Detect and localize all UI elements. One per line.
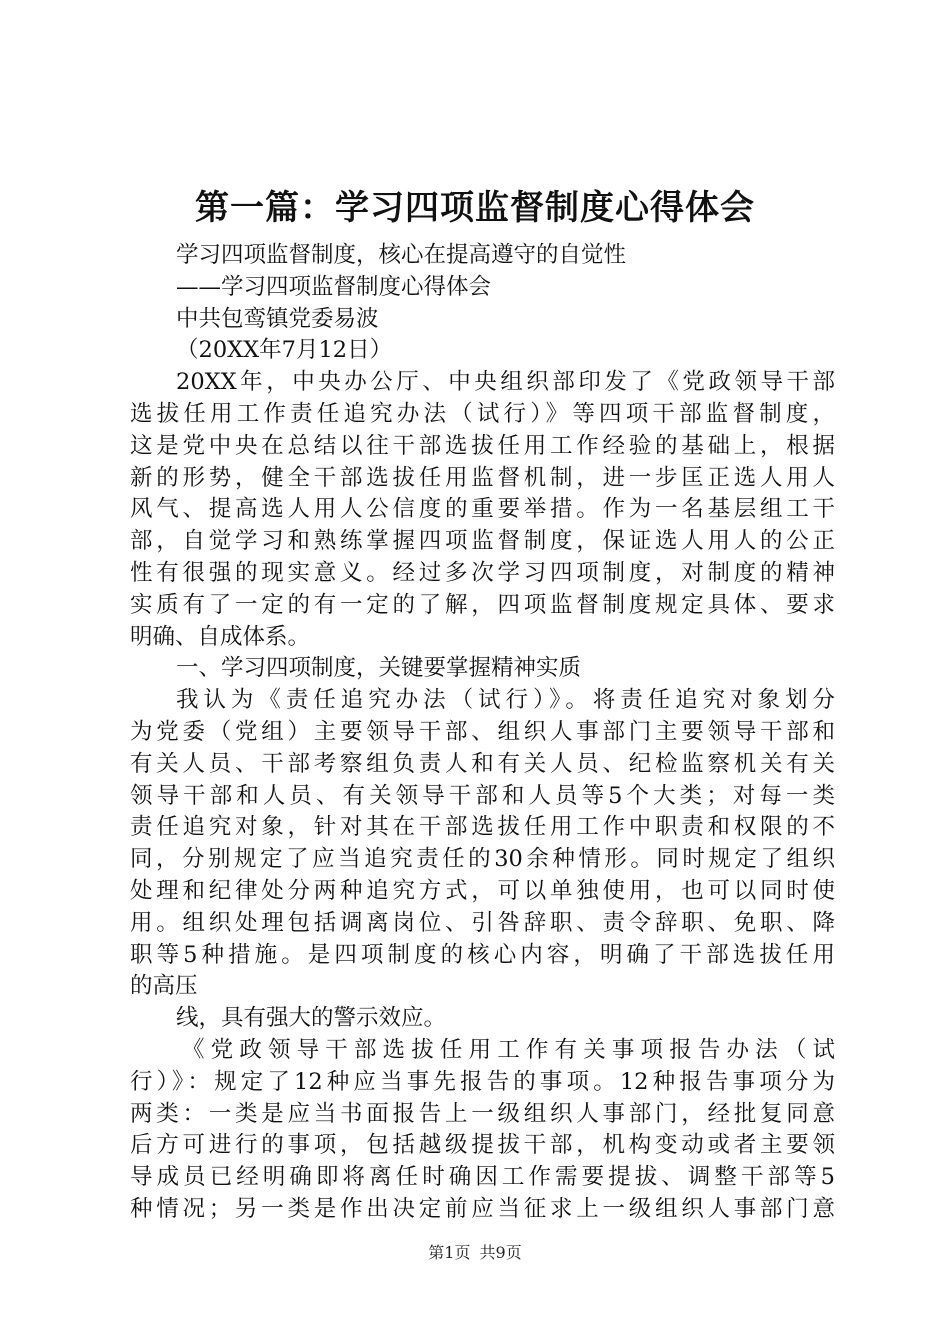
paragraph-line: 为党委（党组）主要领导干部、组织人事部门主要领导干部和 [130, 718, 835, 745]
paragraph-line: 有关人员、干部考察组负责人和有关人员、纪检监察机关有关 [130, 750, 835, 777]
page-total: 共9页 [479, 1243, 522, 1262]
paragraph-line: 用。组织处理包括调离岗位、引咎辞职、责令辞职、免职、降 [130, 909, 835, 936]
paragraph-line: 职等5种措施。是四项制度的核心内容，明确了干部选拔任用 [130, 941, 835, 968]
paragraph-line: 20XX年，中央办公厅、中央组织部印发了《党政领导干部 [176, 369, 835, 396]
paragraph-line: 的高压 [130, 973, 198, 1000]
paragraph-line: 线，具有强大的警示效应。 [176, 1005, 447, 1032]
paragraph-line: 选拔任用工作责任追究办法（试行）》等四项干部监督制度， [130, 400, 835, 427]
paragraph-line: 我认为《责任追究办法（试行）》。将责任追究对象划分 [176, 687, 835, 714]
page-number: 第1页 [428, 1243, 471, 1262]
section-heading: 一、学习四项制度，关键要掌握精神实质 [176, 655, 582, 682]
paragraph-line: 实质有了一定的有一定的了解，四项监督制度规定具体、要求 [130, 591, 835, 618]
document-body [130, 240, 835, 1226]
paragraph-line: 处理和纪律处分两种追究方式，可以单独使用，也可以同时使 [130, 877, 835, 904]
subtitle-line: ——学习四项监督制度心得体会 [176, 273, 492, 300]
author-line: 中共包鸾镇党委易波 [176, 305, 379, 332]
paragraph-line: 同，分别规定了应当追究责任的30余种情形。同时规定了组织 [130, 846, 835, 873]
paragraph-line: 两类：一类是应当书面报告上一级组织人事部门，经批复同意 [130, 1100, 835, 1127]
paragraph-line: 领导干部和人员、有关领导干部和人员等5个大类；对每一类 [130, 782, 835, 809]
paragraph-line: 风气、提高选人用人公信度的重要举措。作为一名基层组工干 [130, 496, 835, 523]
subtitle-line: 学习四项监督制度，核心在提高遵守的自觉性 [176, 242, 627, 268]
paragraph-line: 明确、自成体系。 [130, 623, 311, 650]
paragraph-line: 行）》：规定了12种应当事先报告的事项。12种报告事项分为 [130, 1068, 835, 1095]
document-title: 第一篇：学习四项监督制度心得体会 [195, 188, 755, 228]
paragraph-line: 性有很强的现实意义。经过多次学习四项制度，对制度的精神 [130, 559, 835, 586]
paragraph-line: 新的形势，健全干部选拔任用监督机制，进一步匡正选人用人 [130, 464, 835, 491]
paragraph-line: 后方可进行的事项，包括越级提拔干部，机构变动或者主要领 [130, 1132, 835, 1159]
paragraph-line: 这是党中央在总结以往干部选拔任用工作经验的基础上，根据 [130, 432, 835, 459]
paragraph-line: 《党政领导干部选拔任用工作有关事项报告办法（试 [182, 1036, 835, 1063]
paragraph-line: 种情况；另一类是作出决定前应当征求上一级组织人事部门意 [130, 1195, 835, 1222]
date-line: （20XX年7月12日） [176, 337, 393, 364]
paragraph-line: 导成员已经明确即将离任时确因工作需要提拔、调整干部等5 [130, 1164, 835, 1191]
paragraph-line: 部，自觉学习和熟练掌握四项监督制度，保证选人用人的公正 [130, 528, 835, 555]
page-footer [0, 1242, 950, 1264]
paragraph-line: 责任追究对象，针对其在干部选拔任用工作中职责和权限的不 [130, 814, 835, 841]
